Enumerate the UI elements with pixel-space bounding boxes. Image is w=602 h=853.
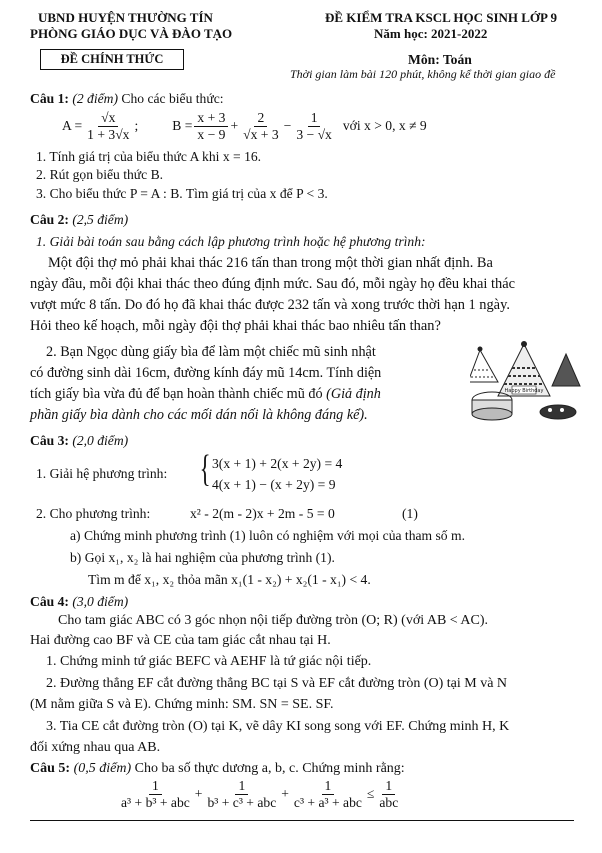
- q5-rhs-den: abc: [379, 794, 399, 810]
- q4-item2a: 2. Đường thẳng EF cắt đường thẳng BC tại S và EF cắt đường tròn (O) tại M và N: [46, 676, 508, 691]
- hat-text: Happy Birthday: [504, 388, 544, 394]
- q2-title: Câu 2:: [30, 212, 69, 227]
- q2-heading: [30, 211, 128, 229]
- q2-p1-line3: vượt mức 8 tấn. Do đó họ đã khai thác được 232 tấn và xong trước thời hạn 1 ngày.: [30, 297, 510, 313]
- q2-part1-heading: 1. Giải bài toán sau bằng cách lập phương trình hoặc hệ phương trình:: [36, 234, 426, 249]
- q3-points: (2,0 điểm): [72, 433, 129, 448]
- q5-rhs-num: 1: [382, 778, 395, 795]
- header-right-line1: ĐỀ KIỂM TRA KSCL HỌC SINH LỚP 9: [325, 10, 558, 25]
- q5-inequality: [116, 778, 403, 810]
- header-left-line2: PHÒNG GIÁO DỤC VÀ ĐÀO TẠO: [30, 26, 233, 41]
- q3-title: Câu 3:: [30, 433, 69, 448]
- subject: Môn: Toán: [408, 52, 472, 67]
- q5-plus1: +: [194, 786, 203, 802]
- q4-item2b: (M nằm giữa S và E). Chứng minh: SM. SN = SE. SF.: [30, 697, 334, 712]
- q3-equation: x² - 2(m - 2)x + 2m - 5 = 0: [190, 506, 335, 521]
- B-plus: +: [230, 118, 239, 134]
- large-hat-icon: [498, 341, 550, 396]
- q1-title: Câu 1:: [30, 91, 69, 106]
- q3-heading: [30, 432, 128, 450]
- A-label: A =: [62, 118, 83, 134]
- A-separator: ;: [134, 118, 139, 134]
- birthday-hats-illustration: [470, 340, 582, 424]
- q2-p2-line2: có đường sinh dài 16cm, đường kính đáy mũ 14cm. Tính diện: [30, 365, 382, 381]
- q5-plus2: +: [281, 786, 289, 802]
- q3-item2-label: 2. Cho phương trình:: [36, 506, 151, 521]
- q4-intro2: Hai đường cao BF và CE của tam giác cắt nhau tại H.: [30, 633, 331, 648]
- q5-intro: Cho ba số thực dương a, b, c. Chứng minh rằng:: [134, 761, 405, 776]
- q5-frac1-den: a³ + b³ + abc: [121, 794, 190, 810]
- q5-frac1-num: 1: [149, 778, 162, 795]
- time-note: Thời gian làm bài 120 phút, không kể thời gian giao đề: [290, 67, 556, 81]
- q5-frac3-den: c³ + a³ + abc: [293, 794, 362, 810]
- q5-leq: ≤: [366, 786, 375, 802]
- q5-heading: [30, 760, 405, 778]
- q5-points: (0,5 điểm): [73, 761, 132, 776]
- q4-heading: [30, 593, 128, 611]
- q2-p1-line4: Hỏi theo kế hoạch, mỗi ngày đội thợ phải khai thác bao nhiêu tấn than?: [30, 318, 441, 334]
- q3-part-b: b) Gọi x₁, x₂ là hai nghiệm của phương trình (1).: [70, 550, 335, 565]
- q5-rhs: [376, 778, 401, 810]
- B-term1-den: x − 9: [197, 126, 226, 142]
- q2-p2-line4: phần giấy bìa dành cho các mối dán nối là không đáng kể).: [30, 407, 368, 423]
- B-term1: [194, 110, 228, 142]
- B-term3: [293, 110, 335, 142]
- B-term3-num: 1: [308, 110, 321, 127]
- q2-p2-line1: 2. Bạn Ngọc dùng giấy bìa để làm một chiếc mũ sinh nhật: [46, 344, 376, 360]
- q1-item-3: 3. Cho biểu thức P = A : B. Tìm giá trị của x để P < 3.: [36, 186, 328, 201]
- q3-eq-number: (1): [402, 506, 418, 521]
- q2-points: (2,5 điểm): [72, 212, 129, 227]
- B-term2: [240, 110, 282, 142]
- q4-item1: 1. Chứng minh tứ giác BEFC và AEHF là tứ giác nội tiếp.: [46, 654, 372, 669]
- q4-item3b: đối xứng nhau qua AB.: [30, 740, 161, 755]
- B-term3-den: 3 − √x: [296, 126, 332, 142]
- header-left-line1: UBND HUYỆN THƯỜNG TÍN: [38, 10, 213, 25]
- q3-part-a: a) Chứng minh phương trình (1) luôn có nghiệm với mọi của tham số m.: [70, 528, 465, 543]
- q2-p1-line1: Một đội thợ mỏ phải khai thác 216 tấn than trong một thời gian nhất định. Ba: [48, 255, 493, 271]
- q3-system-brace: {: [199, 448, 211, 490]
- q1-intro: Cho các biểu thức:: [121, 91, 224, 106]
- q1-points: (2 điểm): [72, 91, 118, 106]
- A-numerator: √x: [98, 110, 118, 127]
- q3-system-eq1: 3(x + 1) + 2(x + 2y) = 4: [212, 456, 343, 471]
- q2-p2-line3-text: tích giấy bìa vừa đủ để bạn hoàn thành chiếc mũ đó: [30, 386, 323, 402]
- official-stamp-box: [40, 49, 184, 70]
- header-right-line2: Năm học: 2021-2022: [374, 26, 488, 41]
- q5-frac2: [204, 778, 279, 810]
- q3-item1-label: 1. Giải hệ phương trình:: [36, 466, 168, 481]
- q2-p2-note-a: (Giả định: [326, 386, 381, 402]
- q1-item-1: 1. Tính giá trị của biểu thức A khi x = 16.: [36, 149, 262, 164]
- A-fraction: [84, 110, 132, 142]
- q1-condition: với x > 0, x ≠ 9: [342, 118, 427, 134]
- q5-frac3-num: 1: [322, 778, 335, 795]
- q1-formulas: [62, 110, 427, 142]
- q5-frac2-den: b³ + c³ + abc: [207, 794, 277, 810]
- bottom-rule: [30, 820, 574, 821]
- B-label: B =: [172, 118, 193, 134]
- q4-points: (3,0 điểm): [72, 594, 129, 609]
- q5-title: Câu 5:: [30, 761, 71, 776]
- B-term1-num: x + 3: [194, 110, 228, 127]
- official-label: ĐỀ CHÍNH THỨC: [60, 52, 164, 66]
- q4-intro1: Cho tam giác ABC có 3 góc nhọn nội tiếp đường tròn (O; R) (với AB < AC).: [58, 613, 489, 628]
- q4-title: Câu 4:: [30, 594, 69, 609]
- q3-system-eq2: 4(x + 1) − (x + 2y) = 9: [212, 477, 336, 492]
- q3-part-b2: Tìm m để x₁, x₂ thỏa mãn x₁(1 - x₂) + x₂(1 - x₁) < 4.: [88, 572, 371, 587]
- q5-frac1: [118, 778, 193, 810]
- B-minus: −: [283, 118, 292, 134]
- A-denominator: 1 + 3√x: [87, 126, 130, 142]
- B-term2-den: √x + 3: [243, 126, 279, 142]
- q1-heading: [30, 90, 224, 108]
- q5-frac2-num: 1: [235, 778, 248, 795]
- small-hat-icon: [470, 347, 498, 383]
- q2-p1-line2: ngày đầu, mỗi đội khai thác theo đúng định mức. Sau đó, mỗi ngày họ đều khai thác: [30, 276, 515, 292]
- q2-p2-line3: [30, 385, 381, 403]
- q1-item-2: 2. Rút gọn biểu thức B.: [36, 167, 164, 182]
- q5-frac3: [291, 778, 365, 810]
- q4-item3a: 3. Tia CE cắt đường tròn (O) tại K, vẽ dây KI song song với EF. Chứng minh H, K: [46, 719, 510, 734]
- B-term2-num: 2: [254, 110, 267, 127]
